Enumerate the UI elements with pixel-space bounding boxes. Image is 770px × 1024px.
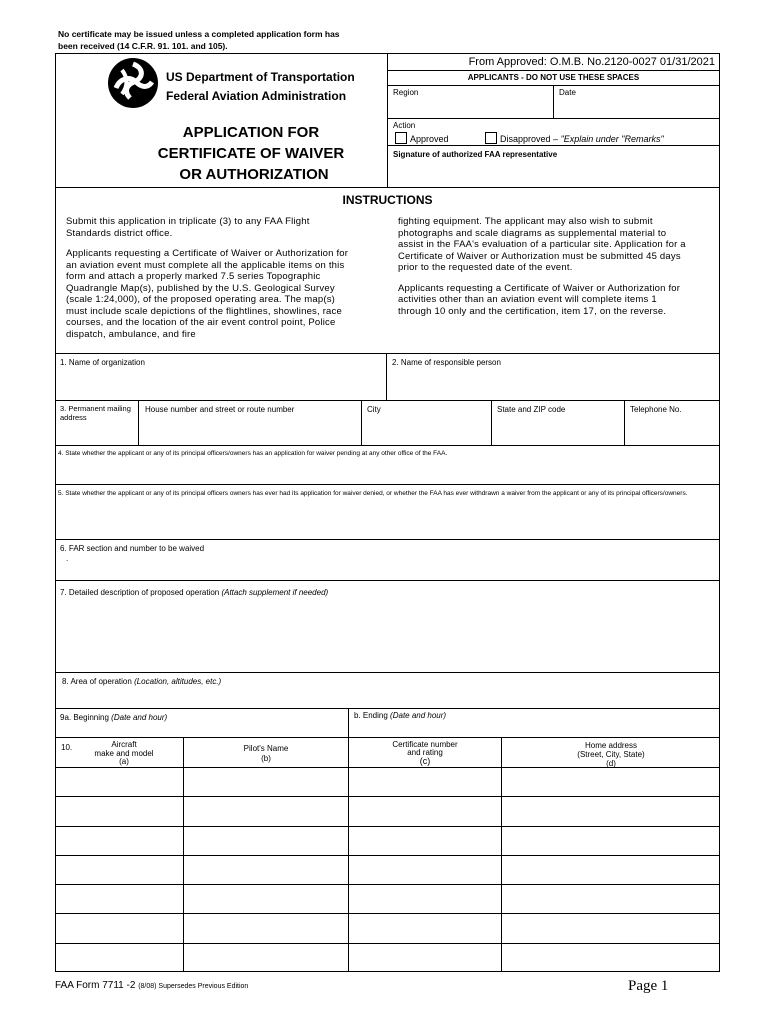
col-d-line3: (d)	[606, 759, 616, 768]
form-title	[56, 122, 456, 185]
applicants-note: APPLICANTS - DO NOT USE THESE SPACES	[467, 73, 640, 82]
instruction-p4: Applicants requesting a Certificate of Waiver or Authorization for activities other than an aviation event will complete items 1 through 10 only and the certification, item 17, on the reverse.	[398, 282, 681, 317]
field-8-note: (Location, altitudes, etc.)	[134, 677, 222, 686]
street-label: House number and street or route number	[145, 405, 295, 414]
agency-faa: Federal Aviation Administration	[166, 89, 347, 103]
col-a-line3: (a)	[119, 757, 129, 766]
field-5-box[interactable]	[55, 484, 720, 540]
issuance-notice: No certificate may be issued unless a completed application form has been received (14 C.F.R. 91. 101. and 105).	[58, 29, 340, 51]
explain-remarks: "Explain under "Remarks"	[560, 134, 664, 144]
row-dates	[55, 708, 720, 738]
title-line-2: CERTIFICATE OF WAIVER	[157, 145, 345, 162]
disapproved-label: Disapproved –	[500, 134, 559, 144]
field-7-label	[60, 588, 328, 598]
field-5-label: 5. State whether the applicant or any of its principal officers owners has ever had its application for waiver denied, or whether the FAA has ever withdrawn a waiver from the applicant or any of its principal officers/owners.	[58, 490, 688, 497]
col-pilot-header	[184, 744, 348, 764]
organization-name-input[interactable]	[58, 370, 384, 400]
row-address	[55, 400, 720, 446]
field-9b-label	[354, 711, 446, 721]
date-label: Date	[559, 88, 576, 97]
region-label: Region	[393, 88, 419, 97]
omb-number: From Approved: O.M.B. No.2120-0027 01/31/2021	[468, 56, 715, 68]
col-certificate-header	[349, 741, 501, 766]
col-b-line2: (b)	[261, 754, 271, 763]
instruction-p2: Applicants requesting a Certificate of Waiver or Authorization for an aviation event must complete all the applicable items on this form and attach a properly marked 7.5 series Topographic Quadrangle Map(s), published by the U.S. Geological Survey (scale 1:24,000), of the proposed operating area. The map(s) must include scale depictions of the flightlines, showlines, race courses, and the location of the air event control point, Police dispatch, ambulance, and fire	[66, 248, 349, 340]
title-line-3: OR AUTHORIZATION	[179, 166, 329, 183]
field-7-note: (Attach supplement if needed)	[221, 588, 329, 597]
page-number: Page 1	[628, 978, 669, 994]
field-9b-note: (Date and hour)	[390, 711, 447, 720]
field-7-text: 7. Detailed description of proposed operation	[60, 588, 220, 597]
field-4-box[interactable]	[55, 445, 720, 485]
instructions-heading: INSTRUCTIONS	[342, 193, 433, 207]
field-2-label: 2. Name of responsible person	[392, 358, 501, 367]
field-3-label: 3. Permanent mailing address	[60, 404, 131, 422]
dot-logo-icon	[108, 58, 158, 108]
field-10-label: 10.	[61, 743, 73, 752]
field-4-label: 4. State whether the applicant or any of its principal officers/owners has an application for waiver pending at any other office of the FAA.	[58, 450, 448, 457]
field-6-box[interactable]	[55, 539, 720, 581]
instruction-p1: Submit this application in triplicate (3) to any FAA Flight Standards district office.	[66, 216, 310, 239]
field-8-box[interactable]	[55, 672, 720, 709]
title-line-1: APPLICATION FOR	[182, 124, 320, 141]
instructions-section	[55, 187, 720, 354]
form-id: FAA Form 7711 -2	[55, 980, 136, 991]
agency-dot: US Department of Transportation	[166, 70, 355, 84]
telephone-label: Telephone No.	[630, 405, 682, 414]
field-9a-text: 9a. Beginning	[60, 713, 109, 722]
field-7-box[interactable]	[55, 580, 720, 673]
responsible-person-input[interactable]	[390, 370, 717, 400]
field-9b-text: b. Ending	[354, 711, 388, 720]
disapproved-option[interactable]	[485, 132, 664, 144]
field-8-text: 8. Area of operation	[62, 677, 132, 686]
col-d-line2: (Street, City, State)	[577, 750, 645, 759]
col-c-line2: and rating	[407, 747, 443, 757]
col-address-header	[502, 741, 720, 768]
aircraft-pilot-table	[55, 737, 720, 972]
row-names	[55, 353, 720, 401]
form-number	[55, 980, 248, 991]
instruction-p3: fighting equipment. The applicant may also wish to submit photographs and scale diagrams as supplemental material to assist in the FAA's evaluation of a particular site. Application for a Certificate of Waiver or Authorization must be submitted 45 days prior to the requested date of the event.	[398, 216, 686, 273]
disapproved-checkbox[interactable]	[485, 132, 497, 144]
signature-label: Signature of authorized FAA representative	[393, 150, 558, 159]
field-9a-note: (Date and hour)	[111, 713, 168, 722]
city-label: City	[367, 405, 381, 414]
field-9a-label	[60, 713, 167, 723]
form-edition: (8/08) Supersedes Previous Edition	[138, 983, 249, 990]
state-zip-label: State and ZIP code	[497, 405, 566, 414]
col-c-line1: Certificate number	[392, 740, 458, 749]
field-1-label: 1. Name of organization	[60, 358, 145, 367]
col-c-line3: (c)	[419, 756, 431, 766]
col-aircraft-header	[74, 741, 174, 767]
field-6-value: .	[66, 554, 69, 563]
action-label: Action	[393, 121, 416, 130]
col-a-line2: make and model	[94, 748, 154, 758]
field-6-label: 6. FAR section and number to be waived	[60, 544, 205, 553]
col-b-line1: Pilot's Name	[243, 744, 289, 753]
col-d-line1: Home address	[584, 741, 638, 750]
col-a-line1: Aircraft	[111, 740, 137, 749]
approved-label: Approved	[410, 134, 449, 144]
field-8-label	[62, 677, 221, 687]
